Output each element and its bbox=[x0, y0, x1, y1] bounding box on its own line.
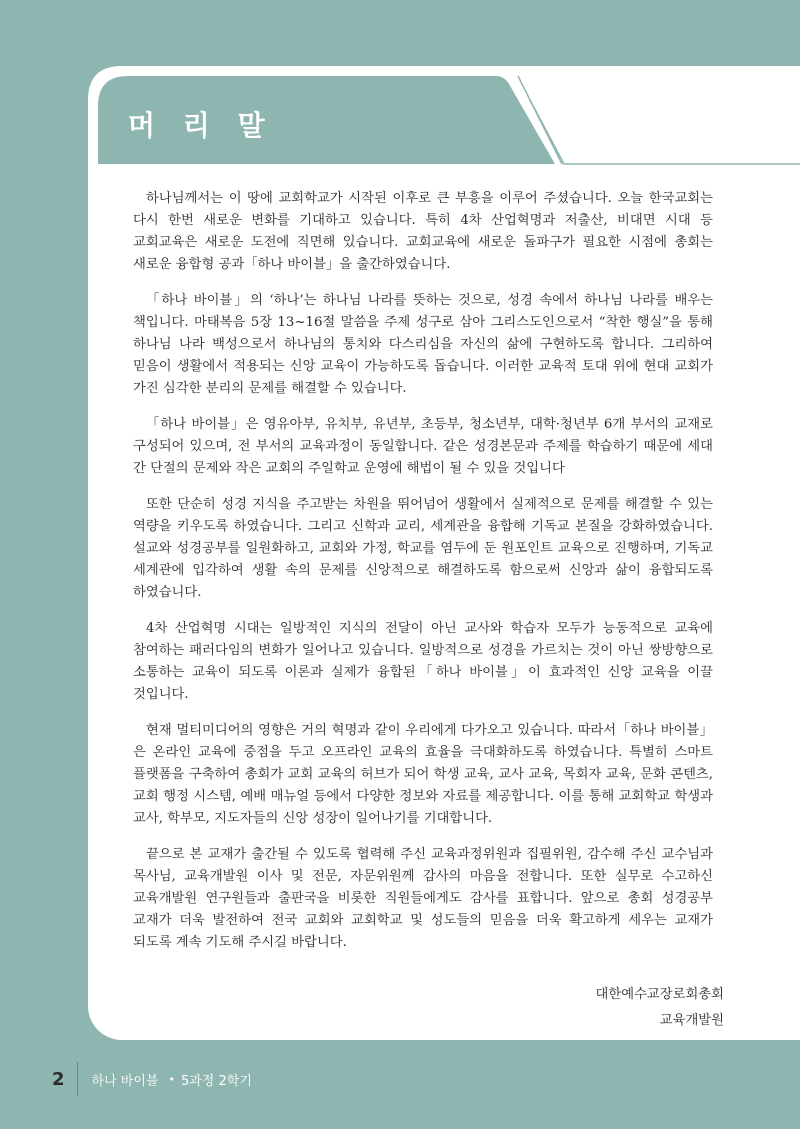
page-number: 2 bbox=[52, 1068, 65, 1090]
footer-course: 5과정 2학기 bbox=[180, 1073, 252, 1089]
footer-divider bbox=[77, 1062, 78, 1096]
signature-dept: 교육개발원 bbox=[659, 1013, 724, 1028]
page-footer bbox=[52, 1066, 252, 1092]
footer-bullet: • bbox=[168, 1072, 175, 1086]
signature bbox=[596, 982, 724, 1034]
page-title: 머 리 말 bbox=[128, 109, 274, 142]
signature-org: 대한예수교장로회총회 bbox=[595, 987, 724, 1002]
paragraph: 현재 멀티미디어의 영향은 거의 혁명과 같이 우리에게 다가오고 있습니다. 따라서「하나 바이블」은 온라인 교육에 중점을 두고 오프라인 교육의 효율을 극대화하도록 하였습니다. 특별히 스마트 플랫폼을 구축하여 총회가 교회 교육의 허브가 되어 학생 교육, 교사 교육, 목회자 교육, 문화 콘텐츠, 교회 행정 시스템, 예배 매뉴얼 등에서 다양한 정보와 자료를 제공합니다. 이를 통해 교회학교 학생과 교사, 학부모, 지도자들의 신앙 성장이 일어나기를 기대합니다. bbox=[133, 723, 713, 826]
paragraph: 하나님께서는 이 땅에 교회학교가 시작된 이후로 큰 부흥을 이루어 주셨습니다. 오늘 한국교회는 다시 한번 새로운 변화를 기대하고 있습니다. 특히 4차 산업혁명과 저출산, 비대면 시대 등 교회교육은 새로운 도전에 직면해 있습니다. 교회교육에 새로운 돌파구가 필요한 시점에 총회는 새로운 융합형 공과「하나 바이블」을 출간하였습니다. bbox=[133, 191, 713, 272]
paragraph: 4차 산업혁명 시대는 일방적인 지식의 전달이 아닌 교사와 학습자 모두가 능동적으로 교육에 참여하는 패러다임의 변화가 일어나고 있습니다. 일방적으로 성경을 가르치는 것이 아닌 쌍방향으로 소통하는 교육이 되도록 이론과 실제가 융합된「하나 바이블」이 효과적인 신앙 교육을 이끌 것입니다. bbox=[133, 621, 713, 702]
paragraph: 「하나 바이블」의 ‘하나’는 하나님 나라를 뜻하는 것으로, 성경 속에서 하나님 나라를 배우는 책입니다. 마태복음 5장 13~16절 말씀을 주제 성구로 삼아 그리스도인으로서 “착한 행실”을 통해 하나님 나라 백성으로서 하나님의 통치와 다스리심을 자신의 삶에 구현하도록 합니다. 그리하여 믿음이 생활에서 적용되는 신앙 교육이 가능하도록 돕습니다. 이러한 교육적 토대 위에 현대 교회가 가진 심각한 분리의 문제를 해결할 수 있습니다. bbox=[133, 293, 713, 396]
footer-book-title: 하나 바이블 bbox=[91, 1073, 159, 1089]
paragraph: 또한 단순히 성경 지식을 주고받는 차원을 뛰어넘어 생활에서 실제적으로 문제를 해결할 수 있는 역량을 키우도록 하였습니다. 그리고 신학과 교리, 세계관을 융합해 기독교 본질을 강화하였습니다. 설교와 성경공부를 일원화하고, 교회와 가정, 학교를 염두에 둔 원포인트 교육으로 진행하며, 기독교 세계관에 입각하여 생활 속의 문제를 신앙적으로 해결하도록 함으로써 신앙과 삶이 융합되도록 하였습니다. bbox=[133, 497, 713, 600]
paragraph: 끝으로 본 교재가 출간될 수 있도록 협력해 주신 교육과정위원과 집필위원, 감수해 주신 교수님과 목사님, 교육개발원 이사 및 전문, 자문위원께 감사의 마음을 전합니다. 또한 실무로 수고하신 교육개발원 연구원들과 출판국을 비롯한 직원들에게도 감사를 표합니다. 앞으로 총회 성경공부 교재가 더욱 발전하여 전국 교회와 교회학교 및 성도들의 믿음을 더욱 확고하게 세우는 교재가 되도록 계속 기도해 주시길 바랍니다. bbox=[133, 847, 713, 950]
paragraph: 「하나 바이블」은 영유아부, 유치부, 유년부, 초등부, 청소년부, 대학·청년부 6개 부서의 교재로 구성되어 있으며, 전 부서의 교육과정이 동일합니다. 같은 성경본문과 주제를 학습하기 때문에 세대 간 단절의 문제와 작은 교회의 주일학교 운영에 해법이 될 수 있을 것입니다 bbox=[133, 417, 713, 476]
preface-body bbox=[133, 188, 713, 968]
